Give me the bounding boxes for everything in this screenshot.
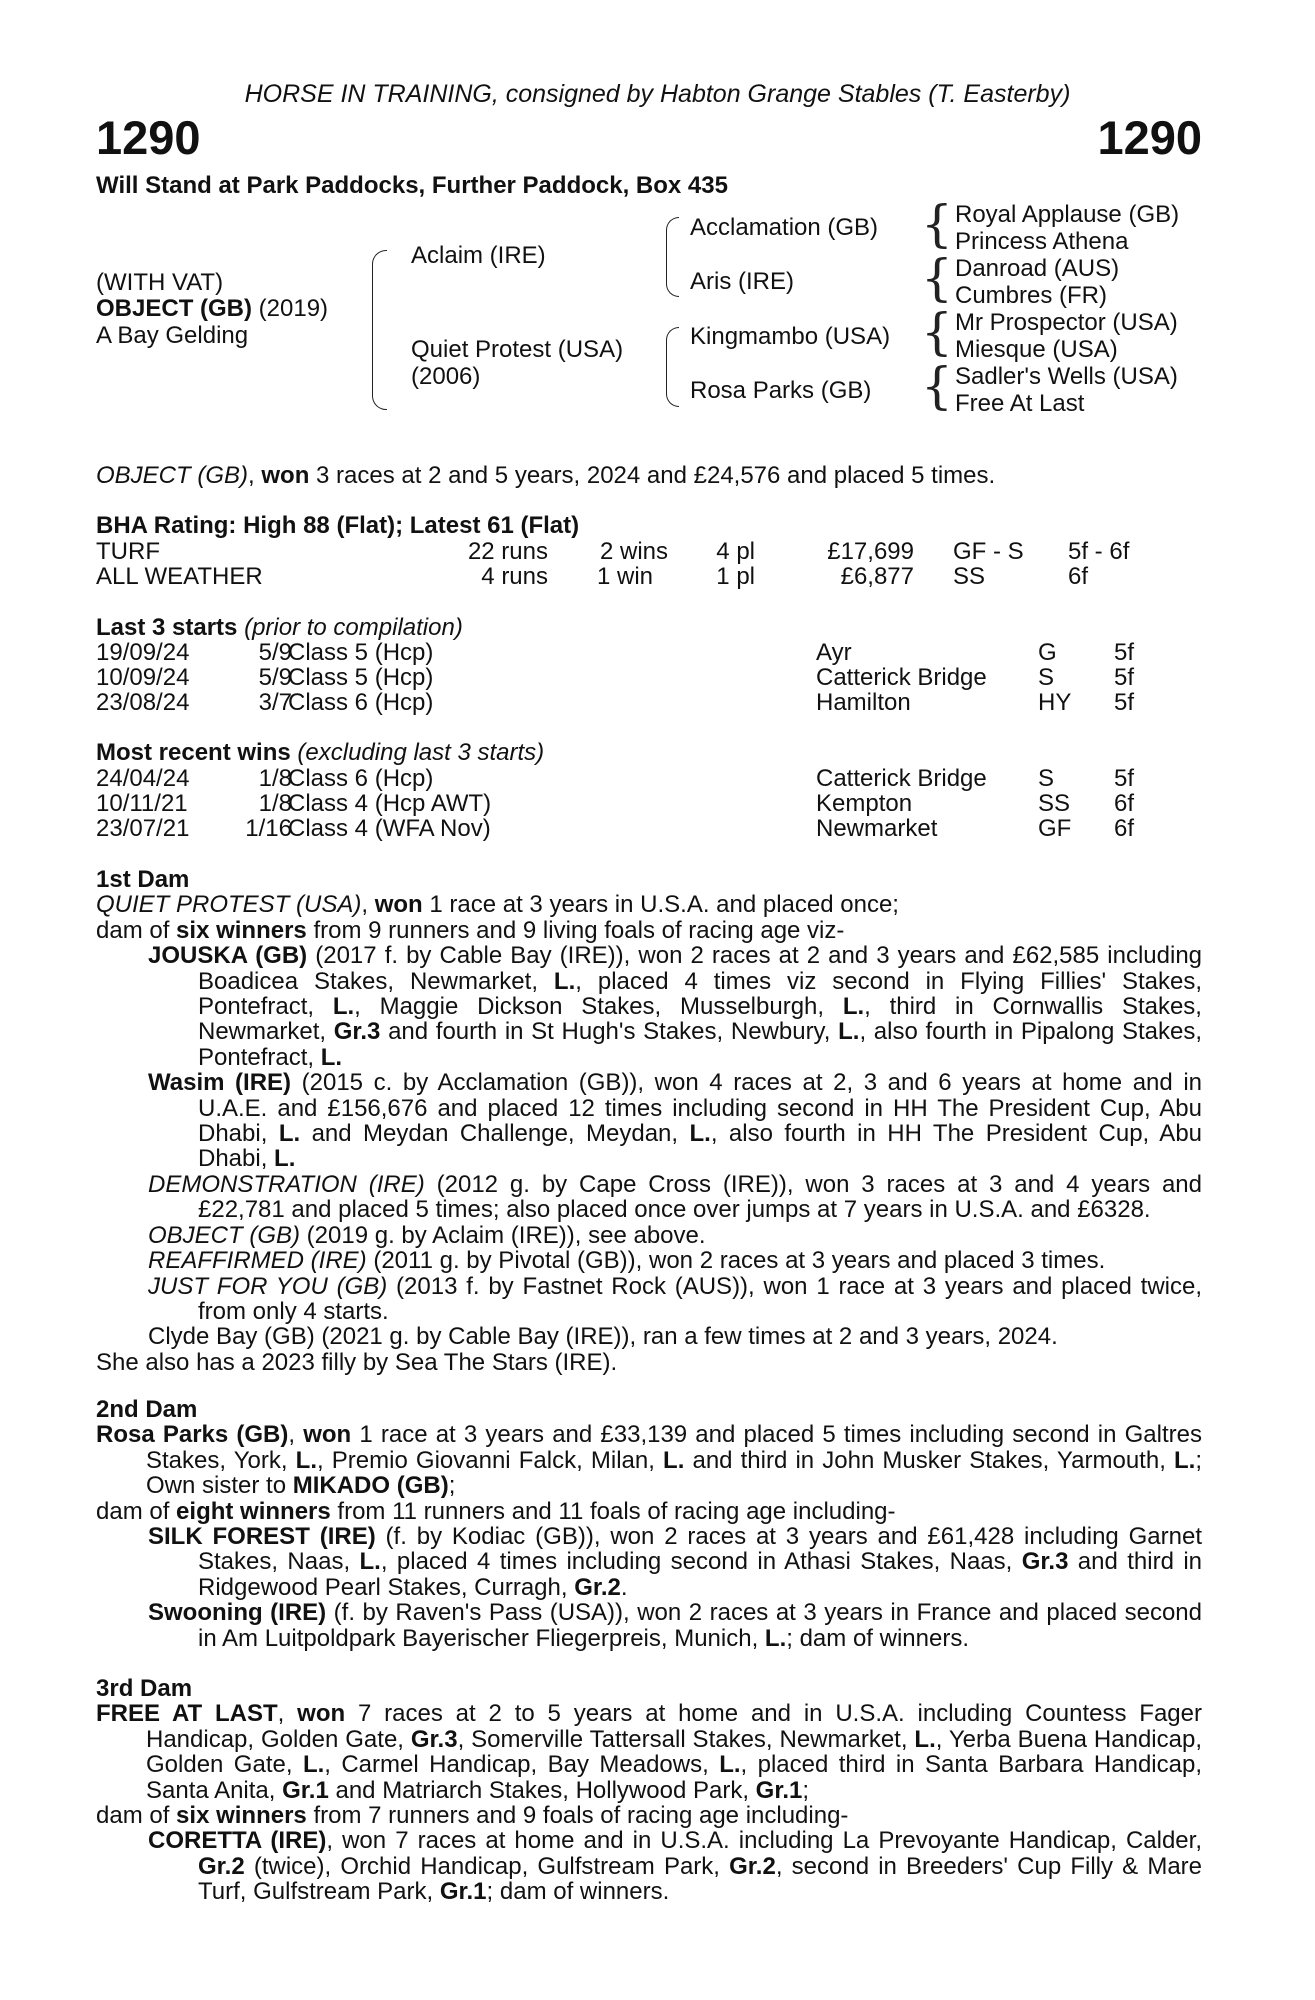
own-sister-name: MIKADO (GB) <box>292 1472 449 1500</box>
progeny-entry <box>96 1223 1202 1248</box>
start-position: 5/9 <box>258 664 292 691</box>
race-grade: L. <box>274 1145 296 1173</box>
rating-wins: 1 win <box>596 563 653 590</box>
race-grade: L. <box>663 1446 685 1474</box>
rating-runs: 22 runs <box>467 538 548 565</box>
race-grade: L. <box>838 1018 860 1046</box>
text: and Meydan Challenge, Meydan, <box>300 1120 690 1148</box>
win-course: Kempton <box>816 790 913 817</box>
race-grade: Gr.2 <box>198 1852 245 1880</box>
text: dam of <box>96 1802 177 1830</box>
text: dam of <box>96 1497 177 1525</box>
text: , Maggie Dickson Stakes, Musselburgh, <box>354 993 843 1021</box>
winners-count: six winners <box>176 1802 307 1830</box>
recent-wins-subtitle: (excluding last 3 starts) <box>297 739 545 766</box>
text: (2015 c. by Acclamation (GB)), won 4 races at 2, 3 and 6 years at home and in U.A.E. and £156,676 and placed 12 times including second in HH The President Cup, Abu Dhabi, <box>198 1069 1203 1148</box>
vat-note: (WITH VAT) <box>96 269 224 296</box>
start-class: Class 5 (Hcp) <box>288 639 434 666</box>
progeny-entry <box>96 1524 1202 1600</box>
progeny-name: Wasim (IRE) <box>148 1069 292 1097</box>
race-grade: Gr.1 <box>439 1878 487 1906</box>
second-dam-produce <box>96 1499 1202 1524</box>
start-class: Class 6 (Hcp) <box>288 689 434 716</box>
summary-rest: 3 races at 2 and 5 years, 2024 and £24,576 and placed 5 times. <box>309 462 996 489</box>
grandparent-8: Free At Last <box>955 390 1085 417</box>
start-distance: 5f <box>1114 664 1135 691</box>
race-grade: L. <box>764 1624 787 1652</box>
race-grade: Gr.3 <box>1021 1548 1069 1576</box>
start-date: 23/08/24 <box>96 689 190 716</box>
text: 7 races at 2 to 5 years at home and in U.S.A. including Countess Fager Handicap, Golden Gate, <box>146 1700 1202 1753</box>
second-dam-section <box>96 1397 1202 1651</box>
race-grade: L. <box>553 967 576 995</box>
race-grade: Gr.3 <box>333 1018 381 1046</box>
win-position: 1/8 <box>258 790 292 817</box>
horse-year: (2019) <box>258 295 329 322</box>
curly-brace-1: { <box>921 195 953 253</box>
text: (f. by Kodiac (GB)), won 2 races at 3 years and £61,428 including Garnet Stakes, Naas, <box>198 1523 1202 1576</box>
progeny-name: JOUSKA (GB) <box>148 942 308 970</box>
text: and Matriarch Stakes, Hollywood Park, <box>328 1776 756 1804</box>
text: , second in Breeders' Cup Filly & Mare Turf, Gulfstream Park, <box>198 1852 1203 1906</box>
win-class: Class 6 (Hcp) <box>288 765 434 792</box>
race-grade: L. <box>278 1120 301 1148</box>
rating-surface: ALL WEATHER <box>96 563 263 590</box>
win-course: Catterick Bridge <box>816 765 987 792</box>
progeny-name: REAFFIRMED (IRE) <box>148 1247 367 1275</box>
start-position: 5/9 <box>258 639 292 666</box>
start-position: 3/7 <box>258 689 292 716</box>
summary-name: OBJECT (GB) <box>96 462 249 489</box>
progeny-name: CORETTA (IRE) <box>148 1827 327 1855</box>
text: and fourth in St Hugh's Stakes, Newbury, <box>380 1018 839 1046</box>
dam-sire: Kingmambo (USA) <box>690 323 891 350</box>
start-course: Hamilton <box>816 689 911 716</box>
dam: Quiet Protest (USA) <box>411 336 624 363</box>
text: , Premio Giovanni Falck, Milan, <box>316 1446 664 1474</box>
text: ; Own sister to <box>146 1446 1202 1500</box>
dam-dam: Rosa Parks (GB) <box>690 377 872 404</box>
first-dam-name: QUIET PROTEST (USA) <box>96 891 362 919</box>
rating-wins: 2 wins <box>599 538 668 565</box>
rating-placed: 1 pl <box>716 563 755 590</box>
rating-money: £17,699 <box>827 538 914 565</box>
pedigree-bracket-1 <box>372 250 387 410</box>
second-dam-name: Rosa Parks (GB) <box>96 1421 289 1449</box>
text: (2011 g. by Pivotal (GB)), won 2 races at 3 years and placed 3 times. <box>366 1247 1106 1275</box>
win-date: 24/04/24 <box>96 765 190 792</box>
start-going: G <box>1038 639 1057 666</box>
third-dam-heading: 3rd Dam <box>96 1675 193 1702</box>
rating-distance: 6f <box>1068 563 1089 590</box>
horse-name-line <box>96 296 328 321</box>
race-grade: L. <box>295 1446 317 1474</box>
last-starts-subtitle: (prior to compilation) <box>244 614 463 641</box>
text: from 7 runners and 9 foals of racing age including- <box>306 1802 849 1830</box>
progeny-entry <box>96 1172 1202 1223</box>
race-grade: L. <box>689 1120 711 1148</box>
text: (2012 g. by Cape Cross (IRE)), won 3 races at 3 and 4 years and £22,781 and placed 5 times; also placed once over jumps at 7 years in U.S.A. and £6328. <box>198 1170 1202 1224</box>
text: dam of <box>96 916 177 944</box>
start-date: 19/09/24 <box>96 639 190 666</box>
second-dam-intro: Rosa Parks (GB), won 1 race at 3 years and £33,139 and placed 5 times including second in Galtres Stakes, York, L., Premio Giovanni Falck, Milan, L. and third in John Musker Stakes, Yarmouth, L.; Own sister to MIKADO (GB); <box>96 1421 1202 1500</box>
progeny-entry <box>96 1070 1202 1172</box>
text: (2017 f. by Cable Bay (IRE)), won 2 races at 2 and 3 years and £62,585 including Boadicea Stakes, Newmarket, <box>198 942 1203 995</box>
race-grade: L. <box>1174 1446 1196 1474</box>
third-dam-produce <box>96 1803 1202 1828</box>
rating-money: £6,877 <box>840 563 914 590</box>
start-course: Catterick Bridge <box>816 664 987 691</box>
first-dam-closing: She also has a 2023 filly by Sea The Stars (IRE). <box>96 1348 618 1376</box>
start-date: 10/09/24 <box>96 664 190 691</box>
first-dam-intro: QUIET PROTEST (USA), won 1 race at 3 years in U.S.A. and placed once; <box>96 891 899 919</box>
grandparent-6: Miesque (USA) <box>955 336 1118 363</box>
race-grade: Gr.3 <box>410 1725 458 1753</box>
text: Clyde Bay (GB) (2021 g. by Cable Bay (IRE)), ran a few times at 2 and 3 years, 2024. <box>148 1323 1058 1351</box>
start-going: S <box>1038 664 1055 691</box>
win-date: 10/11/21 <box>96 790 188 817</box>
progeny-entry <box>96 1248 1202 1273</box>
text: , Somerville Tattersall Stakes, Newmarket, <box>457 1725 915 1753</box>
progeny-name: JUST FOR YOU (GB) <box>148 1272 388 1300</box>
start-distance: 5f <box>1114 689 1135 716</box>
win-class: Class 4 (Hcp AWT) <box>288 790 492 817</box>
race-grade: L. <box>719 1751 741 1779</box>
text: , Yerba Buena Handicap, Golden Gate, <box>146 1725 1202 1779</box>
sire-sire: Acclamation (GB) <box>690 214 879 241</box>
rating-runs: 4 runs <box>481 563 548 590</box>
progeny-name: SILK FOREST (IRE) <box>148 1523 376 1551</box>
text: , Carmel Handicap, Bay Meadows, <box>324 1751 720 1779</box>
start-course: Ayr <box>816 639 852 666</box>
stand-location: Will Stand at Park Paddocks, Further Paddock, Box 435 <box>96 172 728 199</box>
text: ; dam of winners. <box>786 1624 969 1652</box>
curly-brace-4: { <box>921 357 953 415</box>
rating-going: GF - S <box>953 538 1024 565</box>
grandparent-1: Royal Applause (GB) <box>955 201 1180 228</box>
consignor-line: HORSE IN TRAINING, consigned by Habton Grange Stables (T. Easterby) <box>244 80 1071 108</box>
text: 1 race at 3 years and £33,139 and placed 5 times including second in Galtres Stakes, York, <box>146 1421 1202 1474</box>
race-grade: Gr.1 <box>282 1776 329 1804</box>
third-dam-section <box>96 1676 1202 1905</box>
third-dam-intro: FREE AT LAST, won 7 races at 2 to 5 years at home and in U.S.A. including Countess Fager Handicap, Golden Gate, Gr.3, Somerville Tattersall Stakes, Newmarket, L., Yerba Buena Handicap, Golden Gate, L., Carmel Handicap, Bay Meadows, L., placed third in Santa Barbara Handicap, Santa Anita, Gr.1 and Matriarch Stakes, Hollywood Park, Gr.1; <box>96 1700 1202 1804</box>
start-going: HY <box>1038 689 1072 716</box>
text: and third in Ridgewood Pearl Stakes, Curragh, <box>198 1548 1202 1601</box>
win-distance: 5f <box>1114 765 1135 792</box>
text: , placed 4 times including second in Athasi Stakes, Naas, <box>380 1548 1022 1576</box>
progeny-name: OBJECT (GB) <box>148 1221 301 1249</box>
second-dam-heading: 2nd Dam <box>96 1396 198 1423</box>
grandparent-2: Princess Athena <box>955 228 1129 255</box>
text: , also fourth in HH The President Cup, Abu Dhabi, <box>198 1120 1203 1173</box>
text: , placed third in Santa Barbara Handicap, Santa Anita, <box>146 1751 1202 1804</box>
grandparent-5: Mr Prospector (USA) <box>955 309 1178 336</box>
first-dam-produce <box>96 918 1202 943</box>
text: . <box>620 1573 628 1601</box>
lot-number-right: 1290 <box>1097 111 1202 164</box>
horse-name: OBJECT (GB) <box>96 295 252 322</box>
grandparent-4: Cumbres (FR) <box>955 282 1108 309</box>
first-dam-record: 1 race at 3 years in U.S.A. and placed once; <box>422 891 899 919</box>
progeny-entry <box>96 1600 1202 1651</box>
win-going: GF <box>1038 815 1072 842</box>
progeny-entry <box>96 1324 1202 1349</box>
winners-count: six winners <box>176 916 307 944</box>
race-summary: OBJECT (GB), won 3 races at 2 and 5 years, 2024 and £24,576 and placed 5 times. <box>96 462 996 489</box>
progeny-entry <box>96 943 1202 1070</box>
win-course: Newmarket <box>816 815 938 842</box>
win-distance: 6f <box>1114 790 1135 817</box>
text: from 9 runners and 9 living foals of racing age viz- <box>306 916 845 944</box>
text: , third in Cornwallis Stakes, Newmarket, <box>198 993 1202 1046</box>
text: ; <box>448 1472 456 1500</box>
first-dam-section <box>96 867 1202 1375</box>
text: , placed 4 times viz second in Flying Fillies' Stakes, Pontefract, <box>198 967 1203 1021</box>
text: and third in John Musker Stakes, Yarmouth, <box>684 1446 1174 1474</box>
first-dam-heading: 1st Dam <box>96 866 190 893</box>
race-grade: Gr.2 <box>574 1573 621 1601</box>
curly-brace-3: { <box>921 303 953 361</box>
race-grade: Gr.2 <box>729 1852 776 1880</box>
rating-distance: 5f - 6f <box>1068 538 1130 565</box>
sire: Aclaim (IRE) <box>411 242 546 269</box>
race-grade: L. <box>842 993 865 1021</box>
progeny-entry <box>96 1274 1202 1325</box>
text: (twice), Orchid Handicap, Gulfstream Park, <box>244 1852 730 1880</box>
rating-placed: 4 pl <box>716 538 755 565</box>
text: ; dam of winners. <box>486 1878 670 1906</box>
curly-brace-2: { <box>921 249 953 307</box>
pedigree-bracket-2b <box>666 327 679 407</box>
won-label: won <box>374 891 423 919</box>
win-going: S <box>1038 765 1055 792</box>
win-position: 1/16 <box>245 815 292 842</box>
progeny-name: DEMONSTRATION (IRE) <box>148 1170 425 1198</box>
recent-wins-title <box>96 740 544 765</box>
race-grade: Gr.1 <box>755 1776 803 1804</box>
bha-rating-title: BHA Rating: High 88 (Flat); Latest 61 (Flat) <box>96 512 580 539</box>
dam-year: (2006) <box>411 363 481 390</box>
won-label: won <box>297 1700 346 1728</box>
text: (2019 g. by Aclaim (IRE)), see above. <box>300 1221 706 1249</box>
sire-dam: Aris (IRE) <box>690 268 794 295</box>
third-dam-name: FREE AT LAST <box>96 1700 278 1728</box>
lot-number-left: 1290 <box>96 111 201 164</box>
text: from 11 runners and 11 foals of racing age including- <box>330 1497 896 1525</box>
winners-count: eight winners <box>176 1497 331 1525</box>
text: (f. by Raven's Pass (USA)), won 2 races at 3 years in France and placed second in Am Luitpoldpark Bayerischer Fliegerpreis, Munich, <box>198 1599 1202 1652</box>
race-grade: L. <box>302 1751 325 1779</box>
start-distance: 5f <box>1114 639 1135 666</box>
last-starts-heading: Last 3 starts <box>96 614 238 641</box>
recent-wins-heading: Most recent wins <box>96 739 291 766</box>
pedigree-bracket-2a <box>666 217 679 297</box>
horse-description: A Bay Gelding <box>96 322 249 349</box>
rating-surface: TURF <box>96 538 160 565</box>
text: ; <box>802 1776 810 1804</box>
start-class: Class 5 (Hcp) <box>288 664 434 691</box>
win-position: 1/8 <box>258 765 292 792</box>
rating-going: SS <box>953 563 986 590</box>
win-going: SS <box>1038 790 1071 817</box>
text: , also fourth in Pipalong Stakes, Pontefract, <box>198 1018 1202 1071</box>
win-date: 23/07/21 <box>96 815 190 842</box>
grandparent-3: Danroad (AUS) <box>955 255 1120 282</box>
race-grade: L. <box>332 993 355 1021</box>
won-label: won <box>303 1421 352 1449</box>
race-grade: L. <box>914 1725 936 1753</box>
race-grade: L. <box>359 1548 381 1576</box>
text: , won 7 races at home and in U.S.A. including La Prevoyante Handicap, Calder, <box>326 1827 1202 1855</box>
progeny-name: Swooning (IRE) <box>148 1599 327 1627</box>
win-distance: 6f <box>1114 815 1135 842</box>
summary-won: won <box>261 462 310 489</box>
text: (2013 f. by Fastnet Rock (AUS)), won 1 race at 3 years and placed twice, from only 4 starts. <box>198 1272 1202 1325</box>
progeny-entry <box>96 1828 1202 1904</box>
grandparent-7: Sadler's Wells (USA) <box>955 363 1178 390</box>
race-grade: L. <box>320 1043 343 1071</box>
win-class: Class 4 (WFA Nov) <box>288 815 491 842</box>
last-starts-title <box>96 615 463 640</box>
